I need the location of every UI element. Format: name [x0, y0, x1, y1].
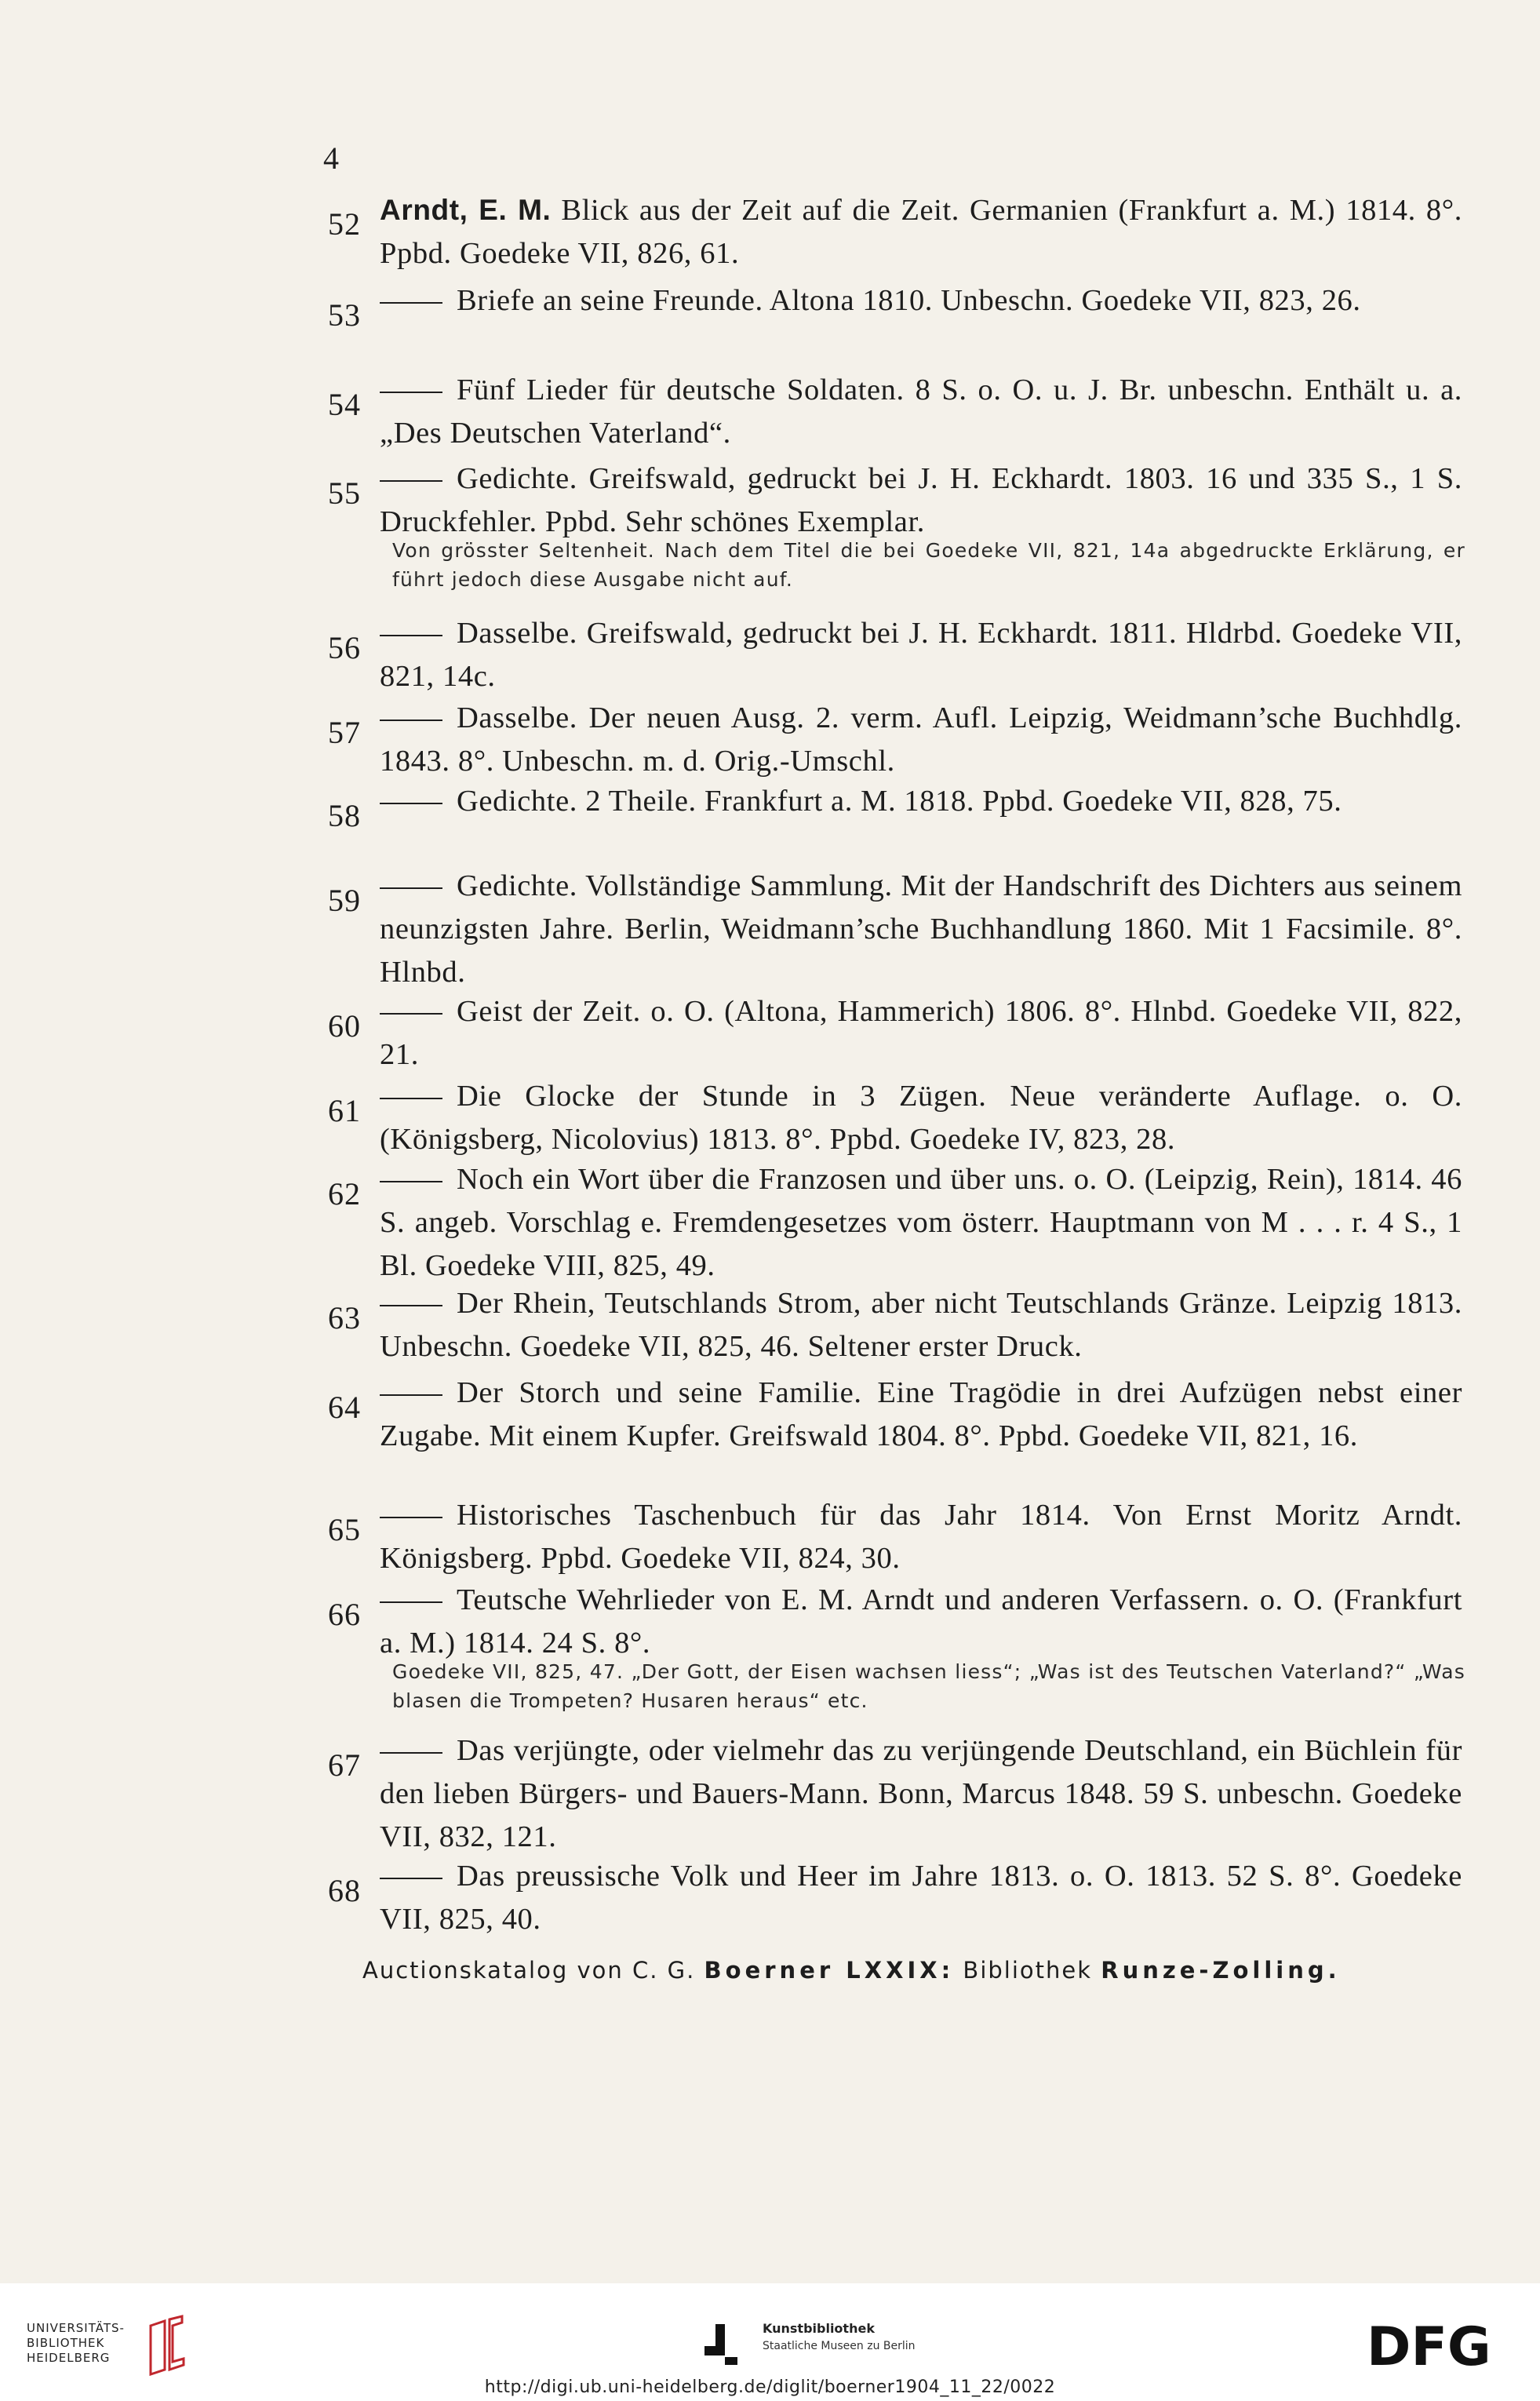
entry-author: Arndt, E. M. [380, 194, 552, 226]
ditto-dash [380, 1878, 442, 1879]
entry-text [380, 1282, 1462, 1368]
kunstbibliothek-title: Kunstbibliothek [763, 2321, 875, 2336]
uni-line-1: UNIVERSITÄTS- [27, 2321, 125, 2335]
entry-text [380, 369, 1462, 455]
ditto-dash [380, 1752, 442, 1754]
entry-body: Der Rhein, Teutschlands Strom, aber nicht Teutschlands Gränze. Leipzig 1813. Unbeschn. Goedeke VII, 825, 46. Seltener erster Druck. [380, 1287, 1462, 1363]
entry-number: 64 [328, 1390, 361, 1425]
entry-text [380, 865, 1462, 994]
entry-number: 52 [328, 206, 361, 242]
entry-text [380, 780, 1462, 823]
entry-text [380, 1494, 1462, 1580]
entry-number: 66 [328, 1597, 361, 1632]
entry-text [380, 612, 1462, 698]
entry-number: 57 [328, 715, 361, 750]
ditto-dash [380, 480, 442, 482]
ditto-dash [380, 720, 442, 721]
footer-prefix: Auctionskatalog von C. G. [362, 1957, 696, 1984]
kunstbibliothek-logo-icon [701, 2323, 741, 2366]
entry-body: Blick aus der Zeit auf die Zeit. Germanien (Frankfurt a. M.) 1814. 8°. Ppbd. Goedeke VII, 826, 61. [380, 194, 1462, 270]
ditto-dash [380, 887, 442, 889]
entry-text [380, 1729, 1462, 1859]
permalink-url[interactable]: http://digi.ub.uni-heidelberg.de/diglit/boerner1904_11_22/0022 [484, 2377, 1056, 2397]
ditto-dash [380, 1394, 442, 1396]
ditto-dash [380, 1601, 442, 1603]
uni-line-2: BIBLIOTHEK [27, 2336, 105, 2350]
footer-collection: Runze-Zolling. [1101, 1957, 1341, 1984]
entry-number: 68 [328, 1873, 361, 1908]
entry-body: Die Glocke der Stunde in 3 Zügen. Neue veränderte Auflage. o. O. (Königsberg, Nicolovius) 1813. 8°. Ppbd. Goedeke IV, 823, 28. [380, 1080, 1462, 1156]
kunstbibliothek-subtitle: Staatliche Museen zu Berlin [763, 2340, 916, 2352]
entry-body: Gedichte. 2 Theile. Frankfurt a. M. 1818. Ppbd. Goedeke VII, 828, 75. [457, 785, 1342, 818]
ditto-dash [380, 635, 442, 636]
entry-number: 65 [328, 1512, 361, 1547]
entry-note: Von grösster Seltenheit. Nach dem Titel die bei Goedeke VII, 821, 14a abgedruckte Erklärung, er führt jedoch diese Ausgabe nicht auf. [392, 539, 1465, 591]
ditto-dash [380, 1305, 442, 1306]
entry-number: 63 [328, 1300, 361, 1335]
ub-heidelberg-logo[interactable] [27, 2321, 125, 2366]
entry-body: Teutsche Wehrlieder von E. M. Arndt und anderen Verfassern. o. O. (Frankfurt a. M.) 1814. 24 S. 8°. [380, 1583, 1462, 1660]
entry-text [380, 1579, 1462, 1665]
entry-number: 56 [328, 630, 361, 665]
entry-number: 60 [328, 1008, 361, 1044]
entry-body: Briefe an seine Freunde. Altona 1810. Unbeschn. Goedeke VII, 823, 26. [457, 284, 1361, 317]
ditto-dash [380, 302, 442, 304]
dfg-logo-icon[interactable] [1367, 2318, 1516, 2373]
entry-body: Geist der Zeit. o. O. (Altona, Hammerich) 1806. 8°. Hlnbd. Goedeke VII, 822, 21. [380, 995, 1462, 1071]
entry-body: Dasselbe. Greifswald, gedruckt bei J. H. Eckhardt. 1811. Hldrbd. Goedeke VII, 821, 14c. [380, 617, 1462, 693]
entry-body: Historisches Taschenbuch für das Jahr 1814. Von Ernst Moritz Arndt. Königsberg. Ppbd. Goedeke VII, 824, 30. [380, 1499, 1462, 1575]
entry-body: Dasselbe. Der neuen Ausg. 2. verm. Aufl. Leipzig, Weidmann’sche Buchhdlg. 1843. 8°. Unbeschn. m. d. Orig.-Umschl. [380, 701, 1462, 778]
entry-body: Das verjüngte, oder vielmehr das zu verjüngende Deutschland, ein Büchlein für den lieben Bürgers- und Bauers-Mann. Bonn, Marcus 1848. 59 S. unbeschn. Goedeke VII, 832, 121. [380, 1734, 1462, 1853]
ditto-dash [380, 392, 442, 393]
entry-text [380, 279, 1462, 322]
entry-text [380, 1158, 1462, 1288]
footer-suffix: Bibliothek [963, 1957, 1093, 1984]
catalog-footer [362, 1957, 1476, 1984]
entry-body: Der Storch und seine Familie. Eine Tragödie in drei Aufzügen nebst einer Zugabe. Mit einem Kupfer. Greifswald 1804. 8°. Ppbd. Goedeke VII, 821, 16. [380, 1376, 1462, 1452]
ditto-dash [380, 1013, 442, 1015]
entry-number: 59 [328, 883, 361, 918]
entry-number: 61 [328, 1093, 361, 1128]
entry-text [380, 1075, 1462, 1161]
ditto-dash [380, 1098, 442, 1099]
entry-number: 67 [328, 1747, 361, 1783]
ub-heidelberg-mark-icon [138, 2315, 188, 2376]
entry-body: Gedichte. Greifswald, gedruckt bei J. H. Eckhardt. 1803. 16 und 335 S., 1 S. Druckfehler. Ppbd. Sehr schönes Exemplar. [380, 462, 1462, 538]
entry-body: Das preussische Volk und Heer im Jahre 1813. o. O. 1813. 52 S. 8°. Goedeke VII, 825, 40. [380, 1860, 1462, 1936]
footer-name: Boerner LXXIX: [704, 1957, 955, 1984]
entry-number: 58 [328, 798, 361, 833]
entry-text [380, 188, 1462, 275]
entry-text [380, 697, 1462, 783]
entry-body: Fünf Lieder für deutsche Soldaten. 8 S. o. O. u. J. Br. unbeschn. Enthält u. a. „Des Deutschen Vaterland“. [380, 373, 1462, 450]
ditto-dash [380, 803, 442, 804]
entry-number: 62 [328, 1176, 361, 1211]
page-number: 4 [323, 140, 339, 176]
entry-number: 53 [328, 297, 361, 333]
ditto-dash [380, 1517, 442, 1518]
dfg-text: DFG [1367, 2318, 1491, 2373]
entry-text [380, 1372, 1462, 1458]
entry-text [380, 990, 1462, 1077]
uni-line-3: HEIDELBERG [27, 2351, 111, 2365]
ditto-dash [380, 1181, 442, 1182]
entry-number: 55 [328, 475, 361, 511]
entry-note: Goedeke VII, 825, 47. „Der Gott, der Eisen wachsen liess“; „Was ist des Teutschen Vaterland?“ „Was blasen die Trompeten? Husaren heraus“ etc. [392, 1660, 1465, 1712]
entry-body: Gedichte. Vollständige Sammlung. Mit der Handschrift des Dichters aus seinem neunzigsten Jahre. Berlin, Weidmann’sche Buchhandlung 1860. Mit 1 Facsimile. 8°. Hlnbd. [380, 869, 1462, 989]
entry-text [380, 457, 1462, 544]
entry-body: Noch ein Wort über die Franzosen und über uns. o. O. (Leipzig, Rein), 1814. 46 S. angeb. Vorschlag e. Fremdengesetzes vom österr. Hauptmann von M . . . r. 4 S., 1 Bl. Goedeke VIII, 825, 49. [380, 1163, 1462, 1282]
entry-text [380, 1855, 1462, 1941]
entry-number: 54 [328, 387, 361, 422]
